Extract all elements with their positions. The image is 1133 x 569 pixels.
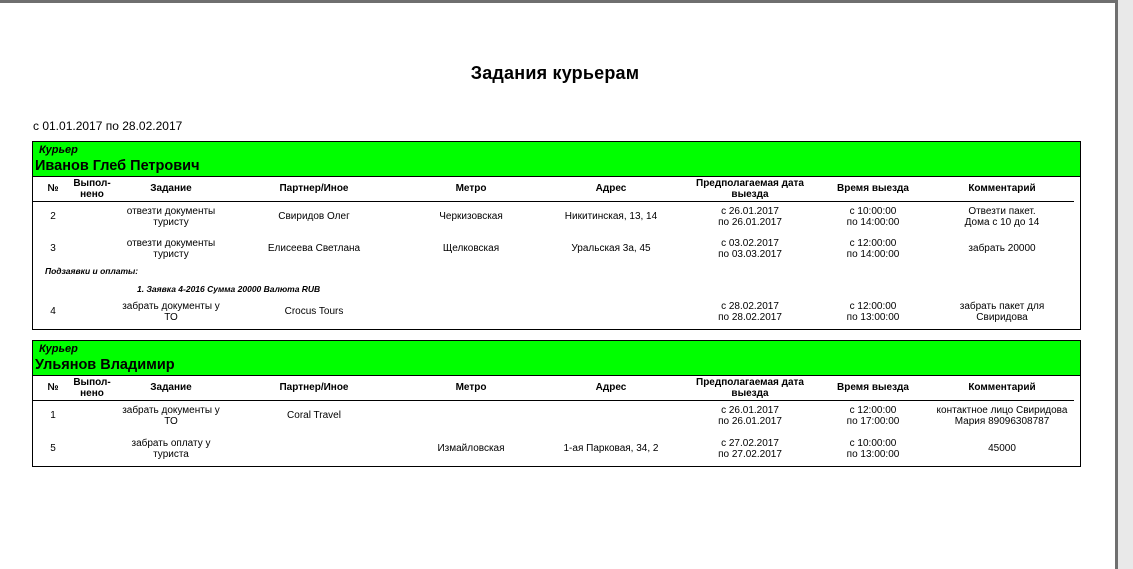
table-row[interactable] — [33, 202, 1080, 234]
column-header-no: № — [47, 382, 59, 393]
table-header — [33, 376, 1074, 401]
cell-time: с 12:00:00 по 17:00:00 — [846, 405, 900, 427]
table-row[interactable] — [33, 234, 1080, 264]
cell-address: Никитинская, 13, 14 — [564, 211, 658, 222]
cell-no: 5 — [50, 443, 56, 454]
column-header-partner: Партнер/Иное — [279, 183, 349, 194]
column-header-address: Адрес — [595, 183, 627, 194]
cell-comment: 45000 — [988, 443, 1016, 454]
cell-partner: Свиридов Олег — [278, 211, 350, 222]
cell-comment: Отвезти пакет. Дома с 10 до 14 — [964, 206, 1040, 228]
table-row[interactable] — [33, 297, 1080, 329]
table-header — [33, 177, 1074, 202]
cell-date: с 28.02.2017 по 28.02.2017 — [718, 301, 782, 323]
cell-date: с 03.02.2017 по 03.03.2017 — [718, 238, 782, 260]
courier-block — [32, 141, 1081, 330]
column-header-done: Выпол- нено — [73, 377, 111, 399]
cell-no: 1 — [50, 410, 56, 421]
column-header-address: Адрес — [595, 382, 627, 393]
cell-task: забрать оплату у туриста — [131, 438, 211, 460]
column-header-metro: Метро — [455, 183, 487, 194]
table-row[interactable] — [33, 401, 1080, 434]
column-header-date: Предполагаемая дата выезда — [696, 178, 804, 200]
column-header-task: Задание — [150, 382, 192, 393]
courier-name: Ульянов Владимир — [35, 357, 175, 373]
cell-comment: забрать пакет для Свиридова — [959, 301, 1045, 323]
cell-task: отвезти документы туристу — [126, 238, 216, 260]
column-header-time: Время выезда — [837, 183, 909, 194]
cell-partner: Coral Travel — [287, 410, 341, 421]
subrequests-label-text: Подзаявки и оплаты: — [45, 266, 139, 276]
table-row[interactable] — [33, 434, 1080, 466]
column-header-comment: Комментарий — [968, 382, 1036, 393]
column-header-task: Задание — [150, 183, 192, 194]
column-header-partner: Партнер/Иное — [279, 382, 349, 393]
cell-task: забрать документы у ТО — [122, 301, 220, 323]
window-frame-top — [0, 0, 1118, 3]
cell-no: 4 — [50, 306, 56, 317]
cell-time: с 12:00:00 по 14:00:00 — [846, 238, 900, 260]
column-header-comment: Комментарий — [968, 183, 1036, 194]
cell-no: 2 — [50, 211, 56, 222]
cell-comment: забрать 20000 — [968, 243, 1036, 254]
courier-header — [33, 341, 1080, 376]
cell-metro: Щелковская — [442, 243, 500, 254]
cell-address: Уральская 3а, 45 — [571, 243, 651, 254]
report-period: с 01.01.2017 по 28.02.2017 — [33, 119, 183, 133]
cell-no: 3 — [50, 243, 56, 254]
courier-role-label: Курьер — [39, 343, 78, 355]
courier-block — [32, 340, 1081, 467]
subrequest-item — [33, 280, 1080, 297]
cell-time: с 10:00:00 по 13:00:00 — [846, 438, 900, 460]
courier-name: Иванов Глеб Петрович — [35, 158, 200, 174]
cell-partner: Crocus Tours — [284, 306, 344, 317]
column-header-date: Предполагаемая дата выезда — [696, 377, 804, 399]
cell-metro: Черкизовская — [439, 211, 503, 222]
cell-partner: Елисеева Светлана — [267, 243, 361, 254]
cell-metro: Измайловская — [437, 443, 505, 454]
column-header-no: № — [47, 183, 59, 194]
cell-task: отвезти документы туристу — [126, 206, 216, 228]
column-header-time: Время выезда — [837, 382, 909, 393]
cell-date: с 26.01.2017 по 26.01.2017 — [718, 405, 782, 427]
cell-date: с 27.02.2017 по 27.02.2017 — [718, 438, 782, 460]
subrequests-label — [33, 264, 1080, 280]
cell-task: забрать документы у ТО — [122, 405, 220, 427]
courier-role-label: Курьер — [39, 144, 78, 156]
column-header-metro: Метро — [455, 382, 487, 393]
column-header-done: Выпол- нено — [73, 178, 111, 200]
report-title: Задания курьерам — [470, 63, 640, 83]
cell-comment: контактное лицо Свиридова Мария 89096308787 — [936, 405, 1068, 427]
window-frame-shadow — [1118, 0, 1133, 569]
courier-header — [33, 142, 1080, 177]
subrequest-item-text: 1. Заявка 4-2016 Сумма 20000 Валюта RUB — [137, 284, 321, 294]
cell-time: с 12:00:00 по 13:00:00 — [846, 301, 900, 323]
cell-date: с 26.01.2017 по 26.01.2017 — [718, 206, 782, 228]
cell-time: с 10:00:00 по 14:00:00 — [846, 206, 900, 228]
cell-address: 1-ая Парковая, 34, 2 — [563, 443, 659, 454]
